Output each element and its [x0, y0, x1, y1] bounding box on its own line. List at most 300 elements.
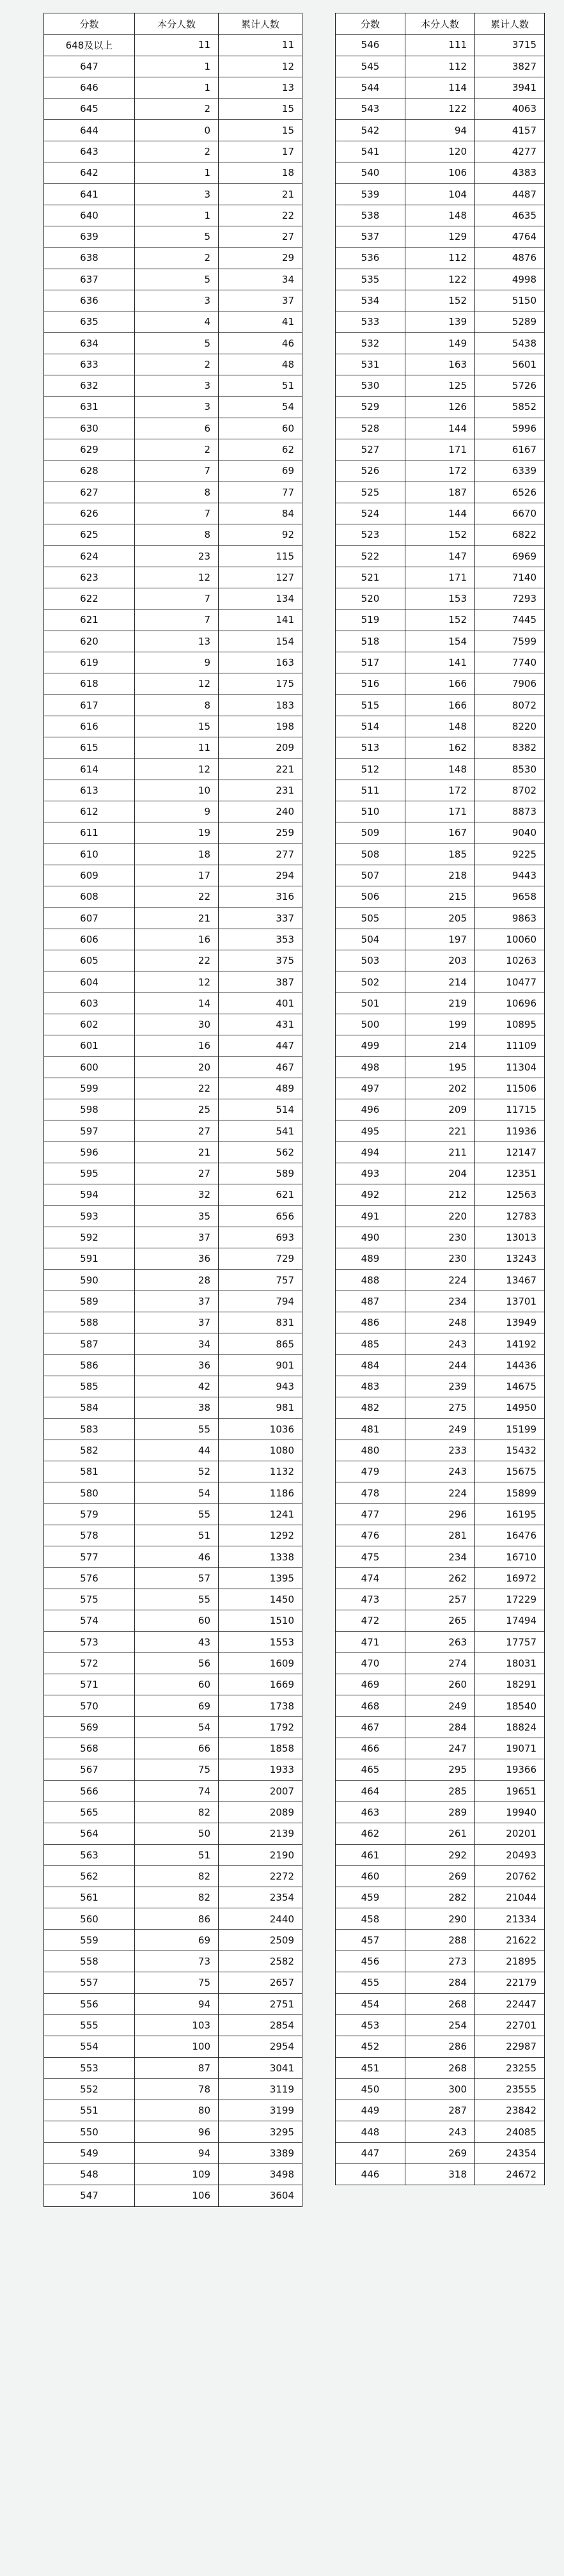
cumulative-cell: 23842 [475, 2100, 545, 2121]
cumulative-cell: 11506 [475, 1078, 545, 1099]
cumulative-cell: 6670 [475, 503, 545, 524]
count-cell: 7 [135, 609, 219, 631]
table-row [44, 1056, 302, 1078]
score-cell: 510 [336, 801, 405, 822]
cumulative-cell: 127 [219, 567, 302, 588]
score-cell: 602 [44, 1014, 135, 1035]
table-row [44, 1014, 302, 1035]
score-cell: 605 [44, 950, 135, 971]
count-cell: 66 [135, 1738, 219, 1759]
score-cell: 584 [44, 1397, 135, 1418]
score-cell: 471 [336, 1631, 405, 1653]
cumulative-cell: 4487 [475, 184, 545, 205]
cumulative-cell: 1858 [219, 1738, 302, 1759]
score-cell: 506 [336, 886, 405, 907]
cumulative-cell: 8072 [475, 695, 545, 716]
count-cell: 224 [405, 1482, 475, 1504]
table-row [336, 460, 545, 482]
score-cell: 579 [44, 1504, 135, 1525]
count-cell: 199 [405, 1014, 475, 1035]
cumulative-cell: 353 [219, 929, 302, 950]
score-cell: 596 [44, 1142, 135, 1163]
count-cell: 171 [405, 439, 475, 460]
score-cell: 631 [44, 397, 135, 418]
table-row [336, 120, 545, 141]
table-row [336, 1674, 545, 1695]
table-row [44, 1674, 302, 1695]
count-cell: 78 [135, 2078, 219, 2100]
score-cell: 508 [336, 844, 405, 865]
count-cell: 2 [135, 247, 219, 269]
cumulative-cell: 1186 [219, 1482, 302, 1504]
cumulative-cell: 621 [219, 1184, 302, 1206]
header-count: 本分人数 [135, 13, 219, 35]
table-row [44, 247, 302, 269]
cumulative-cell: 794 [219, 1291, 302, 1312]
score-cell: 603 [44, 993, 135, 1014]
cumulative-cell: 22447 [475, 1993, 545, 2014]
score-cell: 515 [336, 695, 405, 716]
score-cell: 573 [44, 1631, 135, 1653]
count-cell: 290 [405, 1908, 475, 1929]
count-cell: 10 [135, 780, 219, 801]
count-cell: 86 [135, 1908, 219, 1929]
cumulative-cell: 3389 [219, 2142, 302, 2164]
count-cell: 5 [135, 269, 219, 290]
count-cell: 3 [135, 290, 219, 311]
score-cell: 543 [336, 98, 405, 120]
count-cell: 1 [135, 205, 219, 226]
score-cell: 475 [336, 1546, 405, 1567]
count-cell: 224 [405, 1269, 475, 1291]
cumulative-cell: 3041 [219, 2057, 302, 2078]
score-cell: 607 [44, 907, 135, 929]
score-cell: 561 [44, 1887, 135, 1908]
cumulative-cell: 7140 [475, 567, 545, 588]
score-cell: 468 [336, 1695, 405, 1716]
cumulative-cell: 18031 [475, 1653, 545, 1674]
table-row [44, 1887, 302, 1908]
cumulative-cell: 7293 [475, 588, 545, 609]
score-cell: 566 [44, 1780, 135, 1802]
table-row [44, 1440, 302, 1461]
table-row [44, 737, 302, 758]
count-cell: 104 [405, 184, 475, 205]
cumulative-cell: 24085 [475, 2121, 545, 2142]
count-cell: 21 [135, 1142, 219, 1163]
score-cell: 565 [44, 1802, 135, 1823]
score-cell: 560 [44, 1908, 135, 1929]
cumulative-cell: 46 [219, 333, 302, 354]
count-cell: 16 [135, 929, 219, 950]
score-cell: 466 [336, 1738, 405, 1759]
cumulative-cell: 1933 [219, 1759, 302, 1780]
table-row [44, 269, 302, 290]
score-cell: 486 [336, 1312, 405, 1333]
score-cell: 528 [336, 418, 405, 439]
cumulative-cell: 21895 [475, 1951, 545, 1972]
count-cell: 247 [405, 1738, 475, 1759]
count-cell: 221 [405, 1120, 475, 1142]
cumulative-cell: 22 [219, 205, 302, 226]
cumulative-cell: 163 [219, 652, 302, 673]
cumulative-cell: 6339 [475, 460, 545, 482]
table-row [44, 120, 302, 141]
count-cell: 152 [405, 290, 475, 311]
count-cell: 36 [135, 1355, 219, 1376]
table-row [44, 418, 302, 439]
table-row [44, 184, 302, 205]
table-row [44, 1504, 302, 1525]
cumulative-cell: 1609 [219, 1653, 302, 1674]
table-row [44, 1248, 302, 1269]
count-cell: 147 [405, 546, 475, 567]
count-cell: 4 [135, 311, 219, 333]
score-cell: 615 [44, 737, 135, 758]
table-row [44, 609, 302, 631]
cumulative-cell: 34 [219, 269, 302, 290]
count-cell: 11 [135, 35, 219, 56]
table-row [44, 98, 302, 120]
cumulative-cell: 7740 [475, 652, 545, 673]
count-cell: 122 [405, 98, 475, 120]
table-row [336, 2014, 545, 2036]
cumulative-cell: 18291 [475, 1674, 545, 1695]
cumulative-cell: 316 [219, 886, 302, 907]
count-cell: 94 [135, 1993, 219, 2014]
score-cell: 622 [44, 588, 135, 609]
table-row [44, 1865, 302, 1887]
score-cell: 554 [44, 2036, 135, 2057]
cumulative-cell: 7599 [475, 631, 545, 652]
cumulative-cell: 4157 [475, 120, 545, 141]
table-row [44, 2014, 302, 2036]
cumulative-cell: 221 [219, 758, 302, 780]
cumulative-cell: 3295 [219, 2121, 302, 2142]
table-row [44, 1844, 302, 1865]
cumulative-cell: 2582 [219, 1951, 302, 1972]
score-cell: 619 [44, 652, 135, 673]
cumulative-cell: 77 [219, 482, 302, 503]
table-row [44, 482, 302, 503]
score-cell: 571 [44, 1674, 135, 1695]
cumulative-cell: 1080 [219, 1440, 302, 1461]
count-cell: 204 [405, 1163, 475, 1184]
table-row [336, 652, 545, 673]
table-row [44, 1653, 302, 1674]
count-cell: 6 [135, 418, 219, 439]
cumulative-cell: 37 [219, 290, 302, 311]
count-cell: 122 [405, 269, 475, 290]
count-cell: 166 [405, 695, 475, 716]
score-cell: 449 [336, 2100, 405, 2121]
count-cell: 233 [405, 1440, 475, 1461]
cumulative-cell: 589 [219, 1163, 302, 1184]
count-cell: 103 [135, 2014, 219, 2036]
table-row [44, 1163, 302, 1184]
table-row [336, 1759, 545, 1780]
table-row [44, 1823, 302, 1844]
score-cell: 567 [44, 1759, 135, 1780]
score-cell: 474 [336, 1567, 405, 1589]
table-row [44, 1738, 302, 1759]
score-cell: 483 [336, 1376, 405, 1397]
count-cell: 261 [405, 1823, 475, 1844]
score-cell: 537 [336, 226, 405, 247]
count-cell: 284 [405, 1716, 475, 1738]
cumulative-cell: 10263 [475, 950, 545, 971]
count-cell: 37 [135, 1312, 219, 1333]
count-cell: 12 [135, 971, 219, 993]
table-row [336, 1525, 545, 1546]
cumulative-cell: 11 [219, 35, 302, 56]
table-row [336, 354, 545, 375]
count-cell: 27 [135, 1163, 219, 1184]
count-cell: 289 [405, 1802, 475, 1823]
table-row [336, 375, 545, 397]
score-cell: 640 [44, 205, 135, 226]
cumulative-cell: 115 [219, 546, 302, 567]
cumulative-cell: 401 [219, 993, 302, 1014]
table-row [336, 780, 545, 801]
table-row [44, 1695, 302, 1716]
header-cumulative: 累计人数 [219, 13, 302, 35]
table-row [336, 1440, 545, 1461]
count-cell: 288 [405, 1929, 475, 1951]
header-cumulative: 累计人数 [475, 13, 545, 35]
table-row [44, 439, 302, 460]
cumulative-cell: 337 [219, 907, 302, 929]
count-cell: 69 [135, 1695, 219, 1716]
table-row [44, 1780, 302, 1802]
table-row [336, 758, 545, 780]
cumulative-cell: 51 [219, 375, 302, 397]
count-cell: 109 [135, 2164, 219, 2185]
score-cell: 610 [44, 844, 135, 865]
table-row [336, 524, 545, 546]
table-row [44, 1929, 302, 1951]
score-cell: 532 [336, 333, 405, 354]
count-cell: 37 [135, 1227, 219, 1248]
count-cell: 43 [135, 1631, 219, 1653]
table-row [44, 1716, 302, 1738]
count-cell: 230 [405, 1248, 475, 1269]
table-row [336, 1802, 545, 1823]
cumulative-cell: 3827 [475, 56, 545, 77]
table-row [336, 1865, 545, 1887]
cumulative-cell: 1510 [219, 1610, 302, 1631]
count-cell: 187 [405, 482, 475, 503]
cumulative-cell: 16710 [475, 1546, 545, 1567]
score-cell: 624 [44, 546, 135, 567]
table-row [336, 950, 545, 971]
count-cell: 287 [405, 2100, 475, 2121]
score-cell: 548 [44, 2164, 135, 2185]
cumulative-cell: 84 [219, 503, 302, 524]
count-cell: 112 [405, 56, 475, 77]
cumulative-cell: 901 [219, 1355, 302, 1376]
cumulative-cell: 1132 [219, 1461, 302, 1482]
score-cell: 513 [336, 737, 405, 758]
cumulative-cell: 9443 [475, 865, 545, 886]
score-cell: 604 [44, 971, 135, 993]
score-cell: 569 [44, 1716, 135, 1738]
header-row [44, 13, 302, 35]
table-row [44, 2185, 302, 2206]
cumulative-cell: 19071 [475, 1738, 545, 1759]
count-cell: 197 [405, 929, 475, 950]
table-row [336, 1610, 545, 1631]
score-cell: 469 [336, 1674, 405, 1695]
score-cell: 626 [44, 503, 135, 524]
score-cell: 633 [44, 354, 135, 375]
score-cell: 618 [44, 673, 135, 695]
count-cell: 234 [405, 1546, 475, 1567]
score-cell: 503 [336, 950, 405, 971]
count-cell: 268 [405, 2057, 475, 2078]
score-cell: 570 [44, 1695, 135, 1716]
cumulative-cell: 13 [219, 77, 302, 98]
cumulative-cell: 3604 [219, 2185, 302, 2206]
score-cell: 549 [44, 2142, 135, 2164]
cumulative-cell: 2139 [219, 1823, 302, 1844]
score-cell: 572 [44, 1653, 135, 1674]
cumulative-cell: 11304 [475, 1056, 545, 1078]
score-cell: 479 [336, 1461, 405, 1482]
table-row [44, 950, 302, 971]
score-cell: 598 [44, 1099, 135, 1120]
table-row [44, 1589, 302, 1610]
table-row [44, 397, 302, 418]
count-cell: 152 [405, 524, 475, 546]
cumulative-cell: 12783 [475, 1206, 545, 1227]
count-cell: 7 [135, 503, 219, 524]
cumulative-cell: 3119 [219, 2078, 302, 2100]
cumulative-cell: 277 [219, 844, 302, 865]
cumulative-cell: 15899 [475, 1482, 545, 1504]
table-row [44, 1418, 302, 1440]
cumulative-cell: 8702 [475, 780, 545, 801]
table-row [336, 695, 545, 716]
score-cell: 485 [336, 1333, 405, 1355]
cumulative-cell: 4876 [475, 247, 545, 269]
score-cell: 504 [336, 929, 405, 950]
count-cell: 154 [405, 631, 475, 652]
table-row [44, 77, 302, 98]
cumulative-cell: 10477 [475, 971, 545, 993]
table-row [44, 2100, 302, 2121]
count-cell: 16 [135, 1035, 219, 1056]
table-row [336, 844, 545, 865]
table-row [336, 1376, 545, 1397]
score-cell: 547 [44, 2185, 135, 2206]
table-row [44, 631, 302, 652]
table-row [336, 1929, 545, 1951]
count-cell: 243 [405, 1461, 475, 1482]
count-cell: 152 [405, 609, 475, 631]
score-cell: 616 [44, 716, 135, 737]
score-cell: 625 [44, 524, 135, 546]
count-cell: 51 [135, 1525, 219, 1546]
score-cell: 583 [44, 1418, 135, 1440]
score-cell: 524 [336, 503, 405, 524]
count-cell: 8 [135, 524, 219, 546]
table-row [336, 1951, 545, 1972]
cumulative-cell: 14192 [475, 1333, 545, 1355]
score-cell: 509 [336, 822, 405, 844]
score-cell: 586 [44, 1355, 135, 1376]
score-cell: 455 [336, 1972, 405, 1993]
count-cell: 82 [135, 1865, 219, 1887]
cumulative-cell: 514 [219, 1099, 302, 1120]
count-cell: 46 [135, 1546, 219, 1567]
table-row [44, 1206, 302, 1227]
cumulative-cell: 13949 [475, 1312, 545, 1333]
cumulative-cell: 9863 [475, 907, 545, 929]
cumulative-cell: 865 [219, 1333, 302, 1355]
cumulative-cell: 7906 [475, 673, 545, 695]
score-cell: 564 [44, 1823, 135, 1844]
count-cell: 52 [135, 1461, 219, 1482]
score-cell: 641 [44, 184, 135, 205]
count-cell: 13 [135, 631, 219, 652]
cumulative-cell: 1738 [219, 1695, 302, 1716]
table-row [44, 141, 302, 162]
cumulative-cell: 3715 [475, 35, 545, 56]
score-cell: 451 [336, 2057, 405, 2078]
count-cell: 106 [135, 2185, 219, 2206]
cumulative-cell: 41 [219, 311, 302, 333]
table-row [336, 35, 545, 56]
score-cell: 575 [44, 1589, 135, 1610]
table-row [336, 1461, 545, 1482]
cumulative-cell: 15 [219, 98, 302, 120]
table-row [44, 1120, 302, 1142]
score-cell: 593 [44, 1206, 135, 1227]
count-cell: 162 [405, 737, 475, 758]
table-row [44, 56, 302, 77]
cumulative-cell: 9040 [475, 822, 545, 844]
count-cell: 1 [135, 77, 219, 98]
header-score: 分数 [336, 13, 405, 35]
cumulative-cell: 21334 [475, 1908, 545, 1929]
count-cell: 243 [405, 2121, 475, 2142]
count-cell: 22 [135, 886, 219, 907]
table-row [44, 1461, 302, 1482]
table-row [336, 546, 545, 567]
table-row [336, 1844, 545, 1865]
count-cell: 28 [135, 1269, 219, 1291]
table-row [336, 2057, 545, 2078]
count-cell: 74 [135, 1780, 219, 1802]
table-row [336, 2142, 545, 2164]
table-row [44, 1184, 302, 1206]
score-cell: 459 [336, 1887, 405, 1908]
cumulative-cell: 259 [219, 822, 302, 844]
table-row [44, 375, 302, 397]
header-row [336, 13, 545, 35]
score-cell: 518 [336, 631, 405, 652]
cumulative-cell: 17229 [475, 1589, 545, 1610]
score-cell: 589 [44, 1291, 135, 1312]
cumulative-cell: 1292 [219, 1525, 302, 1546]
cumulative-cell: 1669 [219, 1674, 302, 1695]
score-cell: 643 [44, 141, 135, 162]
table-row [44, 1482, 302, 1504]
count-cell: 218 [405, 865, 475, 886]
cumulative-cell: 231 [219, 780, 302, 801]
score-cell: 623 [44, 567, 135, 588]
